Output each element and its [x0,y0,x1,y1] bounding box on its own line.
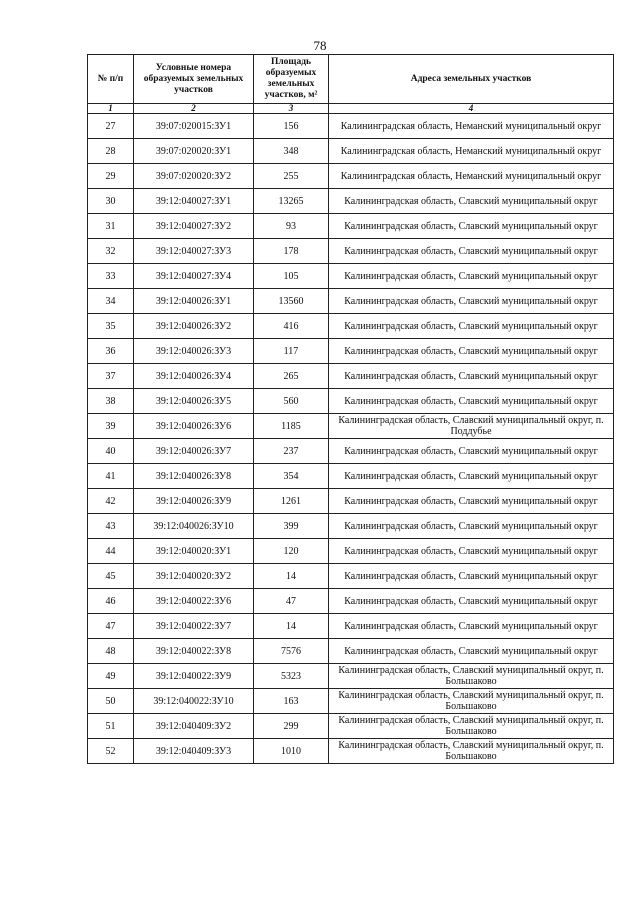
row-number: 31 [88,214,134,239]
table-header [88,55,614,114]
table-row [88,614,614,639]
conditional-number: 39:12:040022:ЗУ9 [134,664,254,689]
conditional-number: 39:12:040020:ЗУ1 [134,539,254,564]
area-value: 354 [254,464,329,489]
table-row [88,489,614,514]
area-value: 93 [254,214,329,239]
conditional-number: 39:12:040026:ЗУ8 [134,464,254,489]
area-value: 13560 [254,289,329,314]
row-number: 35 [88,314,134,339]
area-value: 14 [254,564,329,589]
table-row [88,439,614,464]
area-value: 399 [254,514,329,539]
area-value: 178 [254,239,329,264]
conditional-number: 39:12:040026:ЗУ1 [134,289,254,314]
conditional-number: 39:12:040026:ЗУ9 [134,489,254,514]
row-number: 46 [88,589,134,614]
row-number: 52 [88,739,134,764]
address: Калининградская область, Славский муниципальный округ, п. Большаково [329,739,614,764]
area-value: 265 [254,364,329,389]
table-row [88,364,614,389]
table-row [88,114,614,139]
row-number: 49 [88,664,134,689]
table-row [88,714,614,739]
row-number: 47 [88,614,134,639]
row-number: 40 [88,439,134,464]
table-row [88,339,614,364]
table-row [88,314,614,339]
row-number: 41 [88,464,134,489]
area-value: 237 [254,439,329,464]
address: Калининградская область, Славский муниципальный округ [329,614,614,639]
area-value: 13265 [254,189,329,214]
table-row [88,239,614,264]
area-value: 47 [254,589,329,614]
table-row [88,264,614,289]
area-value: 5323 [254,664,329,689]
area-value: 117 [254,339,329,364]
area-value: 14 [254,614,329,639]
address: Калининградская область, Славский муниципальный округ [329,339,614,364]
conditional-number: 39:12:040409:ЗУ2 [134,714,254,739]
header-number: № п/п [88,55,134,104]
table-row [88,664,614,689]
conditional-number: 39:12:040026:ЗУ6 [134,414,254,439]
row-number: 29 [88,164,134,189]
area-value: 120 [254,539,329,564]
conditional-number: 39:07:020020:ЗУ1 [134,139,254,164]
table-row [88,739,614,764]
address: Калининградская область, Славский муниципальный округ [329,464,614,489]
address: Калининградская область, Славский муниципальный округ [329,264,614,289]
conditional-number: 39:12:040026:ЗУ7 [134,439,254,464]
address: Калининградская область, Славский муниципальный округ [329,364,614,389]
row-number: 50 [88,689,134,714]
table-row [88,514,614,539]
area-value: 7576 [254,639,329,664]
area-value: 560 [254,389,329,414]
area-value: 1185 [254,414,329,439]
row-number: 38 [88,389,134,414]
row-number: 51 [88,714,134,739]
address: Калининградская область, Славский муниципальный округ [329,389,614,414]
address: Калининградская область, Славский муниципальный округ, п. Большаково [329,689,614,714]
row-number: 45 [88,564,134,589]
table-row [88,164,614,189]
address: Калининградская область, Славский муниципальный округ [329,214,614,239]
area-value: 348 [254,139,329,164]
land-plots-table [87,54,614,764]
address: Калининградская область, Славский муниципальный округ [329,489,614,514]
table-row [88,289,614,314]
row-number: 33 [88,264,134,289]
area-value: 416 [254,314,329,339]
conditional-number: 39:12:040409:ЗУ3 [134,739,254,764]
address: Калининградская область, Славский муниципальный округ, п. Большаково [329,714,614,739]
column-number: 3 [254,104,329,114]
row-number: 44 [88,539,134,564]
column-number: 2 [134,104,254,114]
area-value: 1261 [254,489,329,514]
address: Калининградская область, Неманский муниципальный округ [329,114,614,139]
conditional-number: 39:12:040022:ЗУ6 [134,589,254,614]
conditional-number: 39:12:040026:ЗУ5 [134,389,254,414]
area-value: 299 [254,714,329,739]
header-conditional-numbers: Условные номера образуемых земельных участков [134,55,254,104]
header-address: Адреса земельных участков [329,55,614,104]
table-row [88,389,614,414]
conditional-number: 39:07:020015:ЗУ1 [134,114,254,139]
conditional-number: 39:12:040022:ЗУ7 [134,614,254,639]
table-row [88,639,614,664]
address: Калининградская область, Славский муниципальный округ, п. Большаково [329,664,614,689]
row-number: 39 [88,414,134,439]
area-value: 255 [254,164,329,189]
table-row [88,589,614,614]
address: Калининградская область, Неманский муниципальный округ [329,164,614,189]
area-value: 1010 [254,739,329,764]
table-row [88,189,614,214]
row-number: 37 [88,364,134,389]
row-number: 28 [88,139,134,164]
row-number: 48 [88,639,134,664]
table-row [88,139,614,164]
address: Калининградская область, Славский муниципальный округ [329,639,614,664]
conditional-number: 39:12:040026:ЗУ2 [134,314,254,339]
address: Калининградская область, Славский муниципальный округ [329,239,614,264]
address: Калининградская область, Славский муниципальный округ [329,589,614,614]
row-number: 42 [88,489,134,514]
table-row [88,539,614,564]
address: Калининградская область, Славский муниципальный округ [329,189,614,214]
area-value: 163 [254,689,329,714]
table-row [88,414,614,439]
conditional-number: 39:12:040027:ЗУ2 [134,214,254,239]
conditional-number: 39:12:040026:ЗУ3 [134,339,254,364]
address: Калининградская область, Неманский муниципальный округ [329,139,614,164]
address: Калининградская область, Славский муниципальный округ [329,314,614,339]
table-body [88,114,614,764]
row-number: 32 [88,239,134,264]
table-row [88,214,614,239]
table-row [88,689,614,714]
table-row [88,464,614,489]
column-number-row [88,104,614,114]
header-area: Площадь образуемых земельных участков, м² [254,55,329,104]
address: Калининградская область, Славский муниципальный округ [329,539,614,564]
address: Калининградская область, Славский муниципальный округ [329,289,614,314]
page-number: 78 [313,38,327,53]
address: Калининградская область, Славский муниципальный округ, п. Поддубье [329,414,614,439]
conditional-number: 39:12:040022:ЗУ8 [134,639,254,664]
area-value: 105 [254,264,329,289]
header-row [88,55,614,104]
conditional-number: 39:12:040020:ЗУ2 [134,564,254,589]
row-number: 43 [88,514,134,539]
row-number: 36 [88,339,134,364]
row-number: 34 [88,289,134,314]
address: Калининградская область, Славский муниципальный округ [329,514,614,539]
conditional-number: 39:07:020020:ЗУ2 [134,164,254,189]
column-number: 4 [329,104,614,114]
table-row [88,564,614,589]
conditional-number: 39:12:040027:ЗУ3 [134,239,254,264]
row-number: 30 [88,189,134,214]
conditional-number: 39:12:040027:ЗУ1 [134,189,254,214]
conditional-number: 39:12:040027:ЗУ4 [134,264,254,289]
area-value: 156 [254,114,329,139]
address: Калининградская область, Славский муниципальный округ [329,564,614,589]
conditional-number: 39:12:040022:ЗУ10 [134,689,254,714]
row-number: 27 [88,114,134,139]
conditional-number: 39:12:040026:ЗУ4 [134,364,254,389]
conditional-number: 39:12:040026:ЗУ10 [134,514,254,539]
address: Калининградская область, Славский муниципальный округ [329,439,614,464]
column-number: 1 [88,104,134,114]
